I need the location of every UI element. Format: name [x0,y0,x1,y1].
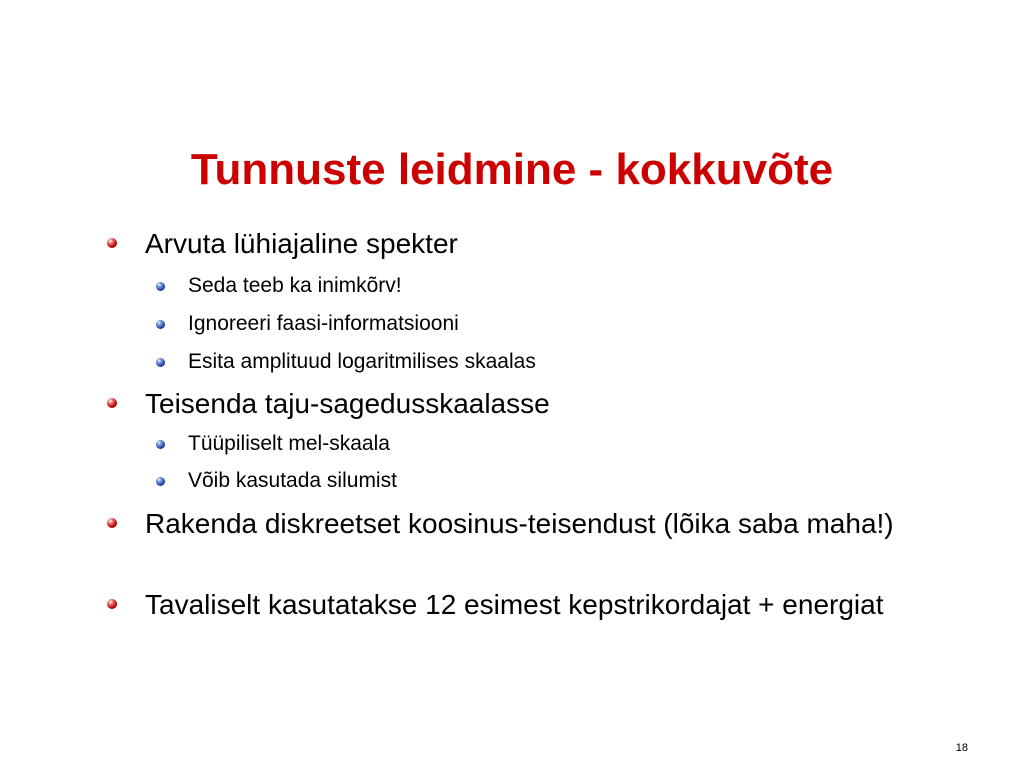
sub-bullet-icon [156,320,165,329]
bullet-item-1 [145,227,965,261]
bullet-icon [107,599,117,609]
sub-bullet-item-2 [188,311,948,337]
sub-bullet-icon [156,477,165,486]
bullet-item-4 [145,588,965,622]
bullet-text: Teisenda taju-sagedusskaalasse [145,388,550,419]
sub-bullet-text: Võib kasutada silumist [188,469,397,492]
sub-bullet-item-1 [188,273,948,299]
slide-title: Tunnuste leidmine - kokkuvõte [190,145,834,194]
sub-bullet-icon [156,358,165,367]
bullet-icon [107,398,117,408]
bullet-text: Arvuta lühiajaline spekter [145,228,458,259]
sub-bullet-item-5 [188,468,948,494]
sub-bullet-text: Seda teeb ka inimkõrv! [188,274,402,297]
sub-bullet-text: Ignoreeri faasi-informatsiooni [188,312,459,335]
sub-bullet-icon [156,440,165,449]
bullet-text: Rakenda diskreetset koosinus-teisendust (lõika saba maha!) [145,508,894,539]
sub-bullet-text: Tüüpiliselt mel-skaala [188,432,390,455]
sub-bullet-icon [156,282,165,291]
bullet-icon [107,518,117,528]
bullet-text: Tavaliselt kasutatakse 12 esimest kepstrikordajat + energiat [145,589,884,620]
bullet-item-3 [145,507,965,541]
page-number: 18 [955,742,968,754]
bullet-item-2 [145,387,965,421]
sub-bullet-text: Esita amplituud logaritmilises skaalas [188,350,536,373]
sub-bullet-item-3 [188,349,948,375]
bullet-icon [107,238,117,248]
sub-bullet-item-4 [188,431,948,457]
